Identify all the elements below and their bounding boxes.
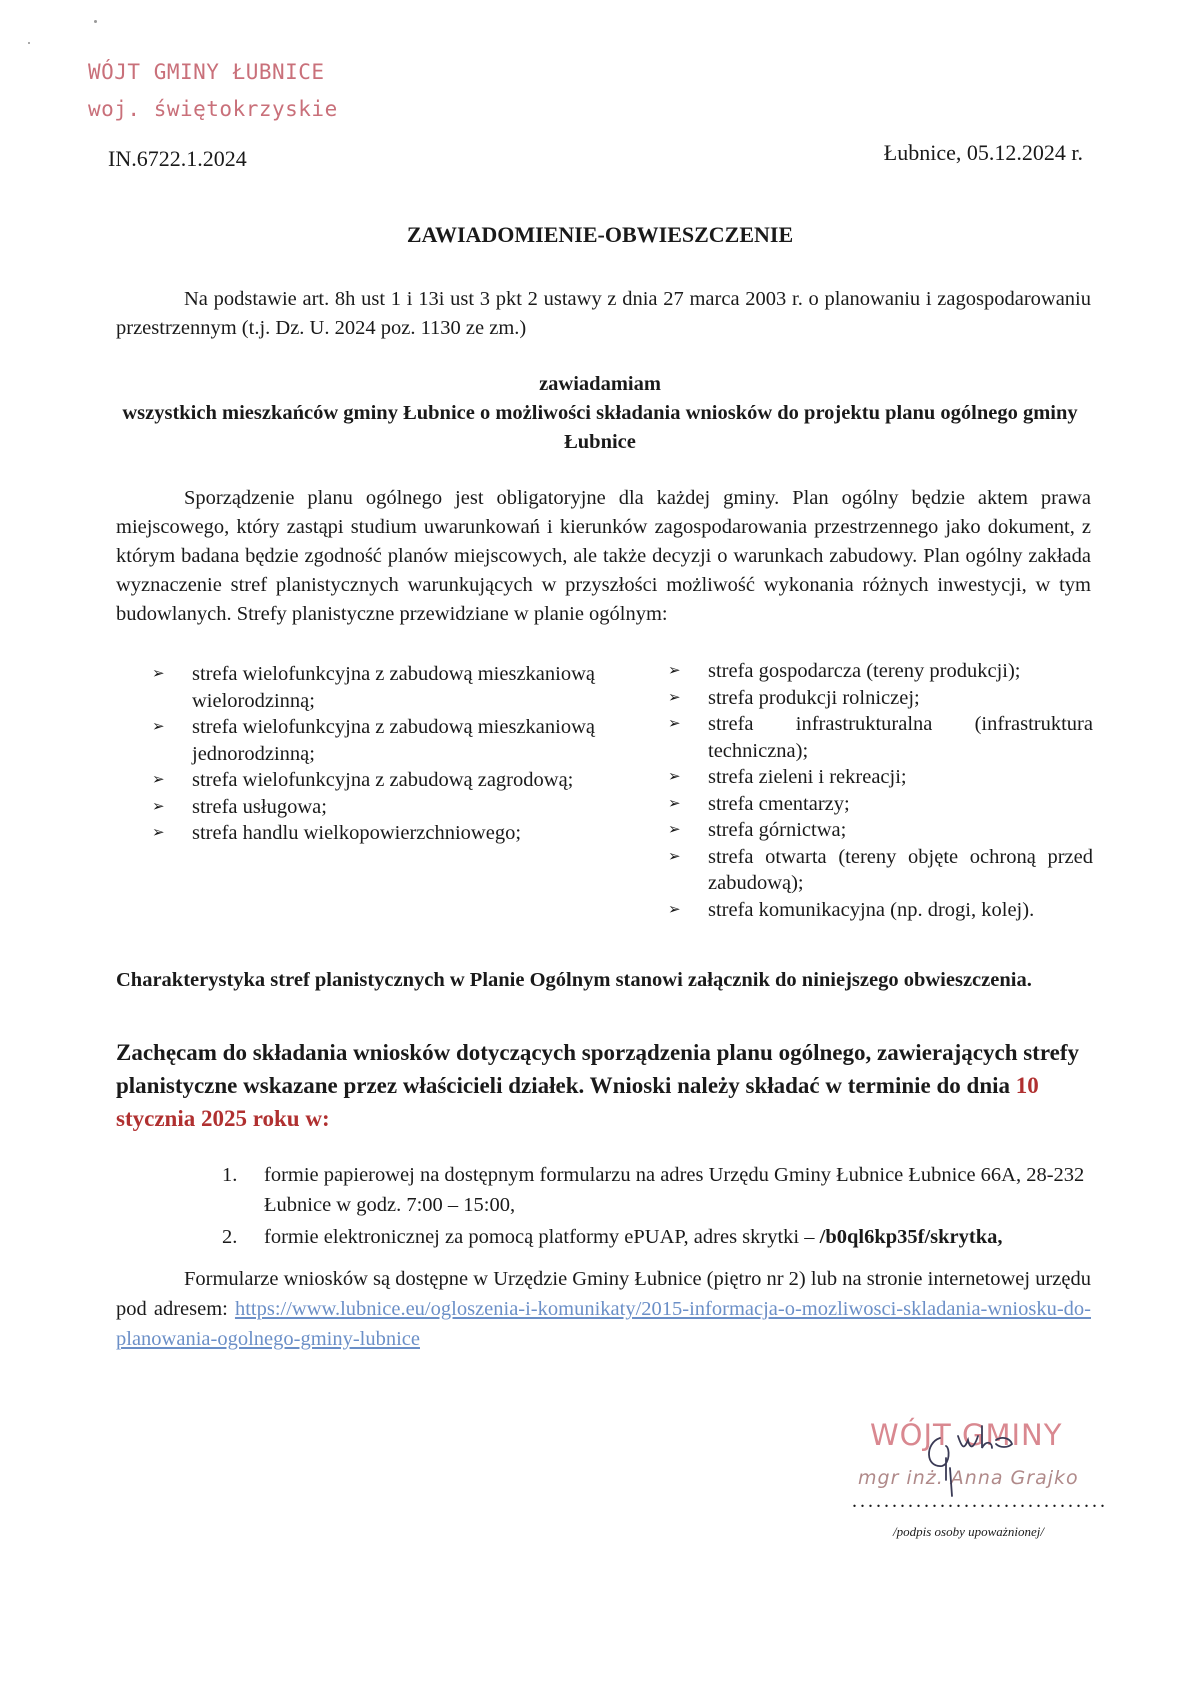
place-date: Łubnice, 05.12.2024 r.	[883, 140, 1083, 165]
forms-paragraph: Formularze wniosków są dostępne w Urzędzie Gminy Łubnice (piętro nr 2) lub na stronie internetowej urzędu pod adresem: https://www.lubnice.eu/ogloszenia-i-komunikaty/2015-informacja-o-mozliwosci-skladania-wniosku-do-planowania-ogolnego-gminy-lubnice	[116, 1268, 1091, 1350]
list-item: ➢ strefa otwarta (tereny objęte ochroną przed zabudową);	[668, 845, 1093, 894]
list-item: ➢ strefa handlu wielkopowierzchniowego;	[152, 820, 612, 847]
signature-caption: /podpis osoby upoważnionej/	[893, 1524, 1044, 1539]
arrow-bullet-icon: ➢	[668, 848, 681, 865]
epuap-address: /b0ql6kp35f/skrytka,	[819, 1226, 1003, 1248]
list-item: ➢ strefa górnictwa;	[668, 817, 1093, 844]
arrow-bullet-icon: ➢	[152, 772, 165, 788]
arrow-bullet-icon: ➢	[668, 822, 681, 838]
arrow-bullet-icon: ➢	[152, 666, 165, 682]
list-item: ➢ strefa komunikacyjna (np. drogi, kolej).	[668, 897, 1093, 924]
arrow-bullet-icon: ➢	[668, 769, 681, 785]
description-paragraph: Sporządzenie planu ogólnego jest obligatoryjne dla każdej gminy. Plan ogólny będzie aktem prawa miejscowego, który zastąpi studium uwarunkowań i kierunków zagospodarowania przestrzennego jako dokument, z którym badana będzie zgodność planów miejscowych, ale także decyzji o warunkach zabudowy. Plan ogólny zakłada wyznaczenie stref planistycznych warunkujących w przyszłości możliwość wykonania różnych inwestycji, w tym budowlanych. Strefy planistyczne przewidziane w planie ogólnym:	[116, 487, 1091, 625]
announce-text: wszystkich mieszkańców gminy Łubnice o możliwości składania wniosków do projektu planu ogólnego gminy Łubnice	[122, 402, 1078, 453]
office-stamp	[88, 55, 338, 127]
arrow-bullet-icon: ➢	[668, 795, 681, 812]
characteristic-note: Charakterystyka stref planistycznych w Planie Ogólnym stanowi załącznik do niniejszego obwieszczenia.	[116, 969, 1032, 991]
list-item: ➢ strefa wielofunkcyjna z zabudową mieszkaniową wielorodzinną;	[152, 663, 596, 712]
scan-speck	[28, 42, 30, 44]
document-title: ZAWIADOMIENIE-OBWIESZCZENIE	[406, 222, 794, 247]
announce-heading: zawiadamiam	[539, 373, 661, 395]
arrow-bullet-icon: ➢	[152, 825, 165, 841]
list-item: ➢ strefa zieleni i rekreacji;	[668, 764, 1093, 791]
list-item: ➢ strefa infrastrukturalna (infrastruktura techniczna);	[668, 713, 1093, 762]
list-item: ➢ strefa gospodarcza (tereny produkcji);	[668, 658, 1093, 685]
list-item: 2. formie elektronicznej za pomocą platformy ePUAP, adres skrytki – /b0ql6kp35f/skrytka,	[222, 1226, 1003, 1248]
encouragement-paragraph: Zachęcam do składania wniosków dotyczących sporządzenia planu ogólnego, zawierających strefy planistyczne wskazane przez właścicieli działek. Wnioski należy składać w terminie do dnia 10 stycznia 2025 roku w:	[116, 1040, 1080, 1131]
list-item: ➢ strefa cmentarzy;	[668, 791, 1093, 818]
list-item: ➢ strefa produkcji rolniczej;	[668, 685, 1093, 712]
list-item: ➢ strefa wielofunkcyjna z zabudową mieszkaniową jednorodzinną;	[152, 716, 596, 765]
arrow-bullet-icon: ➢	[668, 716, 681, 732]
submission-methods-list	[222, 1160, 1102, 1252]
arrow-bullet-icon: ➢	[152, 719, 165, 735]
handwritten-signature-icon	[920, 1418, 1060, 1498]
arrow-bullet-icon: ➢	[668, 901, 681, 918]
signature-name: mgr inż. Anna Grajko	[858, 1467, 1079, 1489]
list-item: 1. formie papierowej na dostępnym formularzu na adres Urzędu Gminy Łubnice Łubnice 66A, 28-232 Łubnice w godz. 7:00 – 15:00,	[222, 1164, 1085, 1216]
signature-line: ................................	[852, 1490, 1108, 1512]
arrow-bullet-icon: ➢	[668, 689, 681, 706]
zones-left-list	[152, 661, 612, 847]
deadline-date: 10 stycznia 2025 roku w:	[116, 1073, 1039, 1131]
scan-speck	[94, 20, 97, 23]
zones-right-list	[668, 658, 1093, 923]
arrow-bullet-icon: ➢	[152, 798, 165, 815]
list-item: ➢ strefa usługowa;	[152, 794, 612, 821]
reference-number: IN.6722.1.2024	[108, 146, 247, 171]
signature-stamp: WÓJT GMINY	[870, 1418, 1063, 1452]
stamp-line-1: WÓJT GMINY ŁUBNICE	[88, 60, 325, 84]
legal-basis: Na podstawie art. 8h ust 1 i 13i ust 3 pkt 2 ustawy z dnia 27 marca 2003 r. o planowaniu i zagospodarowaniu przestrzennym (t.j. Dz. U. 2024 poz. 1130 ze zm.)	[116, 288, 1091, 339]
stamp-line-2: woj. świętokrzyskie	[88, 97, 338, 121]
website-link[interactable]: https://www.lubnice.eu/ogloszenia-i-komunikaty/2015-informacja-o-mozliwosci-skladania-wniosku-do-planowania-ogolnego-gminy-lubnice	[116, 1298, 1091, 1350]
list-item: ➢ strefa wielofunkcyjna z zabudową zagrodową;	[152, 767, 612, 794]
arrow-bullet-icon: ➢	[668, 663, 681, 679]
